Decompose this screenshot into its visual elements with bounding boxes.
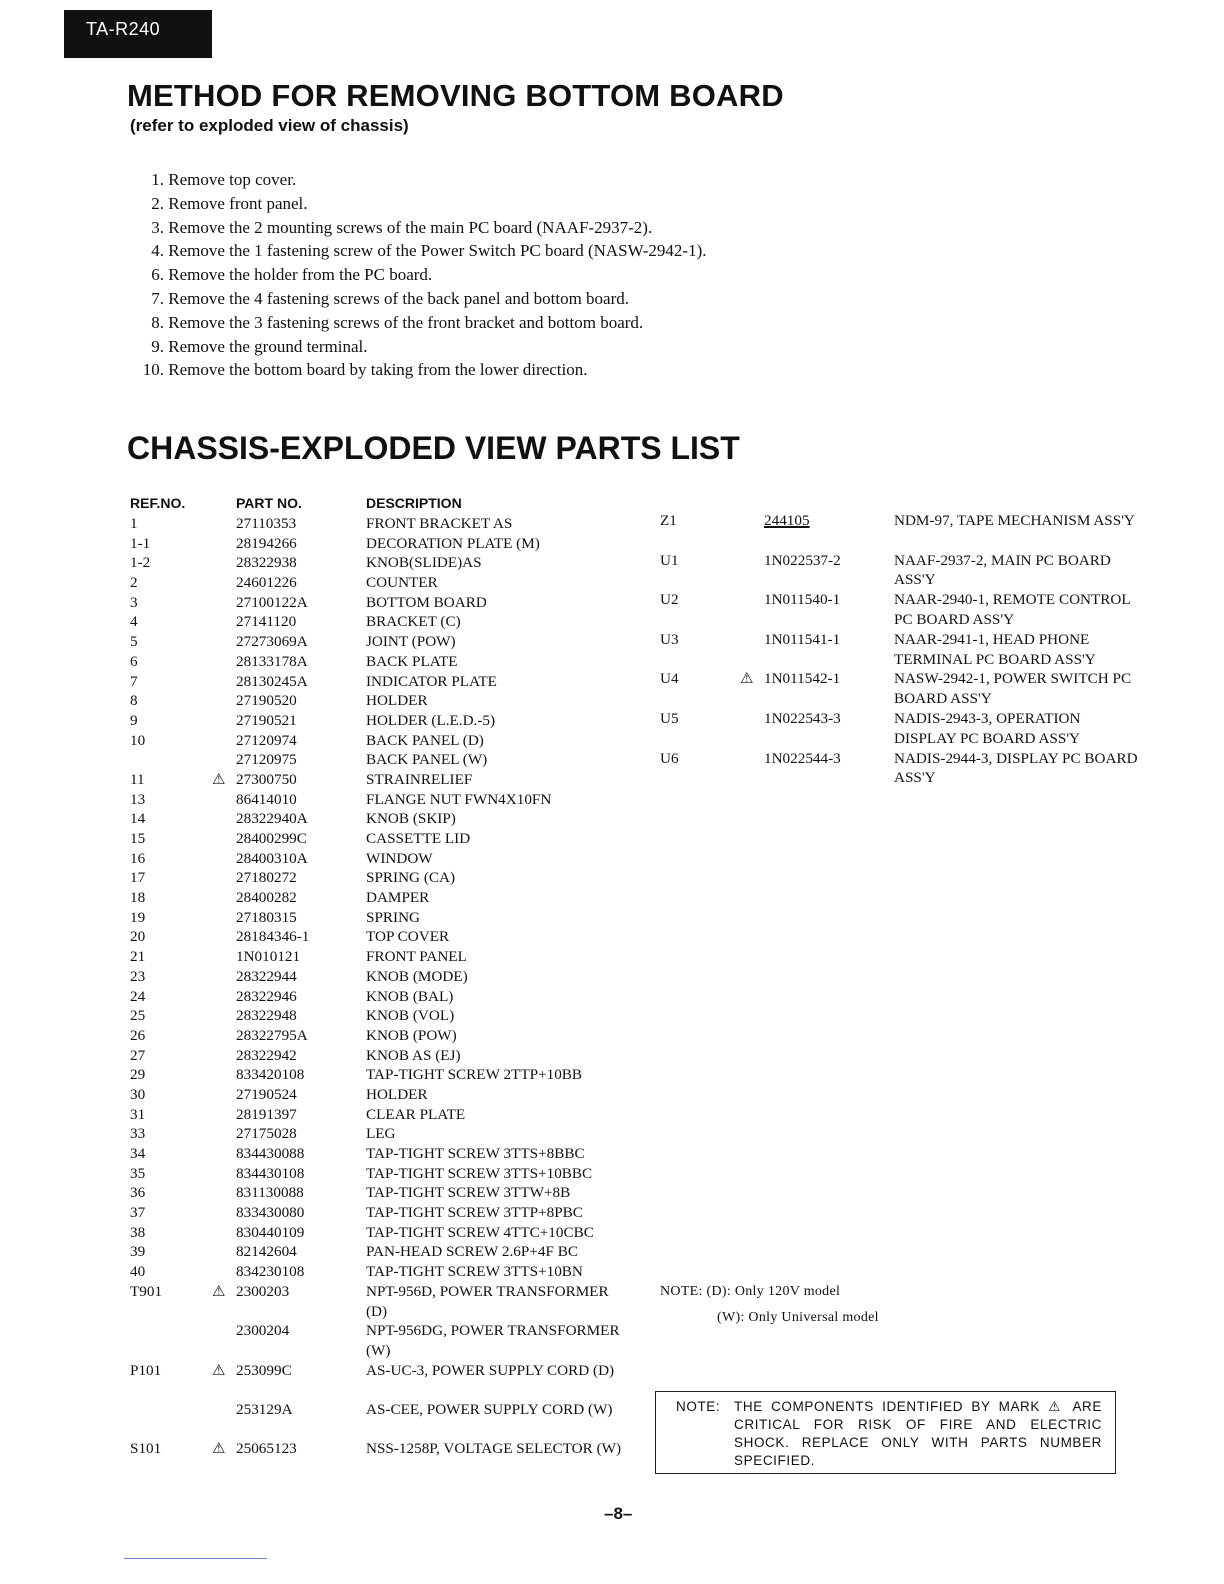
parts-row <box>130 1085 630 1105</box>
description: HOLDER (L.E.D.-5) <box>366 711 496 729</box>
step-text: Remove the bottom board by taking from the lower direction. <box>168 360 588 380</box>
parts-row <box>130 1203 630 1223</box>
description: NAAF-2937-2, MAIN PC BOARD ASS'Y <box>894 551 1111 589</box>
step-item <box>130 263 706 287</box>
part-no: 1N010121 <box>236 948 301 966</box>
description: HOLDER <box>366 692 428 710</box>
parts-row <box>130 1006 630 1026</box>
description: COUNTER <box>366 574 438 592</box>
description: NDM-97, TAPE MECHANISM ASS'Y <box>894 512 1135 529</box>
parts-row <box>130 927 630 947</box>
description: DECORATION PLATE (M) <box>366 534 540 552</box>
header-description: DESCRIPTION <box>366 495 462 511</box>
step-number: 8. <box>151 312 164 332</box>
model-note <box>660 1284 879 1325</box>
parts-row <box>130 1065 630 1085</box>
description: NASW-2942-1, POWER SWITCH PC BOARD ASS'Y <box>894 670 1132 708</box>
parts-row <box>130 632 630 652</box>
ref-no: S101 <box>130 1440 162 1458</box>
removal-steps <box>130 168 706 382</box>
safety-note-box <box>655 1391 1116 1474</box>
parts-row <box>130 1223 630 1243</box>
ref-no: 5 <box>130 633 138 651</box>
ref-no: 3 <box>130 593 138 611</box>
part-no: 834430108 <box>236 1164 305 1182</box>
part-no: 1N022537-2 <box>764 551 841 569</box>
part-no: 253129A <box>236 1400 293 1418</box>
ref-no: 1-1 <box>130 534 151 552</box>
description: BACK PANEL (D) <box>366 731 484 749</box>
description: JOINT (POW) <box>366 633 456 651</box>
description: SPRING <box>366 908 421 926</box>
description: BOTTOM BOARD <box>366 593 487 611</box>
part-no: 2300203 <box>236 1282 290 1300</box>
description: TAP-TIGHT SCREW 3TTP+8PBC <box>366 1204 583 1222</box>
parts-list-title: CHASSIS-EXPLODED VIEW PARTS LIST <box>127 430 740 466</box>
description: NAAR-2941-1, HEAD PHONE TERMINAL PC BOARD ASS'Y <box>894 630 1096 668</box>
parts-row <box>130 731 630 751</box>
ref-no: T901 <box>130 1282 163 1300</box>
ref-no: 17 <box>130 869 146 887</box>
ref-no: 15 <box>130 830 146 847</box>
description: TAP-TIGHT SCREW 3TTS+10BN <box>366 1263 583 1281</box>
safety-warning-icon: ⚠ <box>212 769 226 788</box>
parts-row <box>130 908 630 928</box>
step-text: Remove the holder from the PC board. <box>168 265 433 285</box>
parts-row <box>130 1105 630 1125</box>
part-no: 28322944 <box>236 967 297 985</box>
ref-no: 4 <box>130 613 138 631</box>
step-item <box>130 335 706 359</box>
part-no: 27180272 <box>236 869 297 887</box>
ref-no: U5 <box>660 709 679 727</box>
parts-row <box>130 711 630 731</box>
parts-row <box>660 551 1140 591</box>
description: FRONT BRACKET AS <box>366 515 513 532</box>
step-number: 4. <box>151 241 164 261</box>
description: TOP COVER <box>366 928 450 946</box>
step-number: 10. <box>142 360 164 380</box>
parts-row <box>130 770 630 790</box>
part-no: 28322942 <box>236 1046 297 1064</box>
parts-row <box>130 987 630 1007</box>
part-no: 27273069A <box>236 633 308 651</box>
parts-row <box>130 1262 630 1282</box>
step-item <box>130 192 706 216</box>
part-no: 1N022544-3 <box>764 749 841 767</box>
ref-no: 34 <box>130 1145 146 1162</box>
description: KNOB (SKIP) <box>366 810 456 828</box>
parts-row <box>130 868 630 888</box>
ref-no: 10 <box>130 731 146 749</box>
description: NSS-1258P, VOLTAGE SELECTOR (W) <box>366 1440 622 1458</box>
step-text: Remove the 2 mounting screws of the main PC board (NAAF-2937-2). <box>168 217 653 237</box>
part-no: 28322938 <box>236 554 297 572</box>
ref-no: 6 <box>130 652 138 670</box>
step-text: Remove the ground terminal. <box>168 336 368 356</box>
ref-no: 2 <box>130 574 138 592</box>
step-text: Remove the 3 fastening screws of the front bracket and bottom board. <box>168 312 644 332</box>
description: FRONT PANEL <box>366 948 467 966</box>
model-badge: TA-R240 <box>64 10 212 58</box>
part-no: 834230108 <box>236 1263 305 1281</box>
ref-no: 29 <box>130 1066 146 1084</box>
parts-row <box>130 967 630 987</box>
part-no: 27190524 <box>236 1085 297 1103</box>
ref-no: 37 <box>130 1204 146 1222</box>
part-no: 28322795A <box>236 1026 308 1044</box>
parts-row <box>660 749 1140 789</box>
part-no: 25065123 <box>236 1440 297 1458</box>
parts-row <box>130 1144 630 1164</box>
description: CASSETTE LID <box>366 830 471 847</box>
part-no: 28191397 <box>236 1105 297 1123</box>
page-number: –8– <box>604 1504 633 1523</box>
ref-no: 30 <box>130 1085 146 1103</box>
ref-no: U6 <box>660 749 679 767</box>
step-number: 7. <box>151 288 164 308</box>
parts-row <box>130 573 630 593</box>
part-no: 28322940A <box>236 810 308 828</box>
parts-row <box>130 1439 630 1478</box>
part-no: 27100122A <box>236 593 308 611</box>
ref-no: 33 <box>130 1125 146 1143</box>
parts-row <box>130 1046 630 1066</box>
part-no: 27141120 <box>236 613 297 631</box>
parts-row <box>130 947 630 967</box>
description: AS-CEE, POWER SUPPLY CORD (W) <box>366 1400 613 1418</box>
part-no: 82142604 <box>236 1243 297 1261</box>
part-no: 833420108 <box>236 1066 305 1084</box>
parts-table-right <box>660 511 1140 788</box>
ref-no: U2 <box>660 591 679 609</box>
description: FLANGE NUT FWN4X10FN <box>366 790 552 808</box>
description: NPT-956DG, POWER TRANSFORMER (W) <box>366 1322 620 1359</box>
part-no: 831130088 <box>236 1184 304 1202</box>
part-no: 830440109 <box>236 1223 305 1241</box>
step-number: 6. <box>151 265 164 285</box>
step-item <box>130 287 706 311</box>
ref-no: 40 <box>130 1263 146 1281</box>
footer-rule <box>124 1558 267 1559</box>
parts-row <box>130 553 630 573</box>
parts-row <box>660 590 1140 630</box>
step-text: Remove front panel. <box>168 193 308 213</box>
part-no: 86414010 <box>236 790 297 808</box>
part-no: 28400282 <box>236 889 297 907</box>
safety-warning-icon: ⚠ <box>212 1360 226 1379</box>
model-note-line-2: (W): Only Universal model <box>717 1310 879 1325</box>
parts-row <box>130 691 630 711</box>
step-text: Remove top cover. <box>168 170 297 189</box>
description: HOLDER <box>366 1085 428 1103</box>
description: BRACKET (C) <box>366 613 461 631</box>
ref-no: 24 <box>130 987 146 1005</box>
ref-no: 16 <box>130 849 146 867</box>
description: TAP-TIGHT SCREW 2TTP+10BB <box>366 1066 583 1084</box>
description: NADIS-2944-3, DISPLAY PC BOARD ASS'Y <box>894 749 1138 787</box>
description: KNOB(SLIDE)AS <box>366 554 482 572</box>
part-no: 27110353 <box>236 515 297 532</box>
parts-row <box>130 652 630 672</box>
ref-no: 20 <box>130 928 146 946</box>
parts-row <box>130 809 630 829</box>
part-no: 27120974 <box>236 731 297 749</box>
parts-row <box>660 511 1140 551</box>
description: TAP-TIGHT SCREW 3TTW+8B <box>366 1184 571 1202</box>
description: KNOB (BAL) <box>366 987 454 1005</box>
step-item <box>130 216 706 240</box>
parts-row <box>130 1026 630 1046</box>
parts-row <box>130 750 630 770</box>
parts-row <box>130 1124 630 1144</box>
parts-table-left <box>130 514 630 1479</box>
header-ref-no: REF.NO. <box>130 495 186 511</box>
part-no: 27190520 <box>236 692 297 710</box>
part-no: 1N022543-3 <box>764 709 841 727</box>
ref-no: 25 <box>130 1007 146 1025</box>
parts-row <box>130 829 630 849</box>
part-no: 27175028 <box>236 1125 297 1143</box>
parts-row <box>660 709 1140 749</box>
ref-no: 1-2 <box>130 554 151 572</box>
parts-row <box>130 1164 630 1184</box>
part-no: 1N011542-1 <box>764 670 841 688</box>
description: LEG <box>366 1125 396 1143</box>
ref-no: Z1 <box>660 512 677 529</box>
description: TAP-TIGHT SCREW 3TTS+10BBC <box>366 1164 593 1182</box>
ref-no: 11 <box>130 770 145 788</box>
ref-no: 21 <box>130 948 146 966</box>
ref-no: 31 <box>130 1105 146 1123</box>
parts-row <box>660 669 1140 709</box>
description: KNOB (MODE) <box>366 967 468 985</box>
header-part-no: PART NO. <box>236 495 302 511</box>
parts-row <box>130 1242 630 1262</box>
part-no: 28400299C <box>236 830 307 847</box>
ref-no: 23 <box>130 967 146 985</box>
parts-row <box>130 790 630 810</box>
description: STRAINRELIEF <box>366 770 473 788</box>
part-no: 27300750 <box>236 770 297 788</box>
part-no: 28133178A <box>236 652 308 670</box>
parts-row <box>130 888 630 908</box>
part-no: 28130245A <box>236 672 308 690</box>
part-no: 28400310A <box>236 849 308 867</box>
description: KNOB (POW) <box>366 1026 457 1044</box>
parts-row <box>130 612 630 632</box>
description: TAP-TIGHT SCREW 4TTC+10CBC <box>366 1223 594 1241</box>
step-item <box>130 168 706 192</box>
ref-no: 36 <box>130 1184 146 1202</box>
part-no: 2300204 <box>236 1322 290 1340</box>
ref-no: 39 <box>130 1243 146 1261</box>
ref-no: P101 <box>130 1361 162 1379</box>
description: NADIS-2943-3, OPERATION DISPLAY PC BOARD ASS'Y <box>894 709 1081 747</box>
part-no: 28322946 <box>236 987 297 1005</box>
part-no: 244105 <box>764 512 810 529</box>
ref-no: 1 <box>130 515 138 532</box>
ref-no: 8 <box>130 692 138 710</box>
part-no: 1N011540-1 <box>764 591 841 609</box>
ref-no: 7 <box>130 672 138 690</box>
part-no: 28322948 <box>236 1007 297 1025</box>
safety-warning-icon: ⚠ <box>740 669 754 688</box>
step-number: 9. <box>151 336 164 356</box>
description: BACK PANEL (W) <box>366 751 488 769</box>
step-number: 1. <box>151 170 164 189</box>
safety-warning-icon: ⚠ <box>212 1281 226 1300</box>
parts-row <box>660 630 1140 670</box>
part-no: 28194266 <box>236 534 297 552</box>
ref-no: 18 <box>130 889 146 907</box>
ref-no: 9 <box>130 711 138 729</box>
description: KNOB AS (EJ) <box>366 1046 461 1064</box>
part-no: 28184346-1 <box>236 928 310 946</box>
safety-warning-icon: ⚠ <box>212 1439 226 1458</box>
step-item <box>130 358 706 382</box>
parts-row <box>130 514 630 534</box>
description: WINDOW <box>366 849 433 867</box>
step-item <box>130 239 706 263</box>
step-text: Remove the 1 fastening screw of the Power Switch PC board (NASW-2942-1). <box>168 241 707 261</box>
parts-row <box>130 849 630 869</box>
ref-no: 14 <box>130 810 146 828</box>
description: TAP-TIGHT SCREW 3TTS+8BBC <box>366 1145 585 1162</box>
step-number: 2. <box>151 193 164 213</box>
safety-note-label: NOTE: <box>676 1399 721 1414</box>
description: SPRING (CA) <box>366 869 456 887</box>
safety-note-text: THE COMPONENTS IDENTIFIED BY MARK ⚠ ARE CRITICAL FOR RISK OF FIRE AND ELECTRIC SHOCK. REPLACE ONLY WITH PARTS NUMBER SPECIFIED. <box>734 1399 1102 1468</box>
description: KNOB (VOL) <box>366 1007 455 1025</box>
part-no: 833430080 <box>236 1204 305 1222</box>
parts-row <box>130 1361 630 1400</box>
parts-row <box>130 1183 630 1203</box>
method-title: METHOD FOR REMOVING BOTTOM BOARD <box>127 78 784 113</box>
parts-row <box>130 1321 630 1360</box>
step-number: 3. <box>151 217 164 237</box>
part-no: 1N011541-1 <box>764 630 841 648</box>
part-no: 27190521 <box>236 711 297 729</box>
method-subtitle: (refer to exploded view of chassis) <box>130 116 409 135</box>
description: CLEAR PLATE <box>366 1105 466 1123</box>
step-text: Remove the 4 fastening screws of the back panel and bottom board. <box>168 288 630 308</box>
parts-row <box>130 1400 630 1439</box>
ref-no: U4 <box>660 670 679 688</box>
ref-no: U3 <box>660 630 679 648</box>
parts-row <box>130 672 630 692</box>
ref-no: 19 <box>130 908 146 926</box>
parts-row <box>130 1282 630 1321</box>
description: INDICATOR PLATE <box>366 672 497 690</box>
part-no: 253099C <box>236 1361 292 1379</box>
ref-no: U1 <box>660 551 679 569</box>
part-no: 27180315 <box>236 908 297 926</box>
step-item <box>130 311 706 335</box>
parts-row <box>130 593 630 613</box>
model-note-line-1: NOTE: (D): Only 120V model <box>660 1284 841 1299</box>
part-no: 24601226 <box>236 574 297 592</box>
description: PAN-HEAD SCREW 2.6P+4F BC <box>366 1243 578 1261</box>
description: DAMPER <box>366 889 430 907</box>
part-no: 834430088 <box>236 1145 305 1162</box>
ref-no: 13 <box>130 790 146 808</box>
ref-no: 38 <box>130 1223 146 1241</box>
description: NPT-956D, POWER TRANSFORMER (D) <box>366 1282 609 1320</box>
ref-no: 26 <box>130 1026 146 1044</box>
description: AS-UC-3, POWER SUPPLY CORD (D) <box>366 1361 615 1379</box>
ref-no: 35 <box>130 1164 146 1182</box>
part-no: 27120975 <box>236 751 297 769</box>
description: BACK PLATE <box>366 652 458 670</box>
description: NAAR-2940-1, REMOTE CONTROL PC BOARD ASS'Y <box>894 591 1131 628</box>
ref-no: 27 <box>130 1046 146 1064</box>
parts-row <box>130 534 630 554</box>
